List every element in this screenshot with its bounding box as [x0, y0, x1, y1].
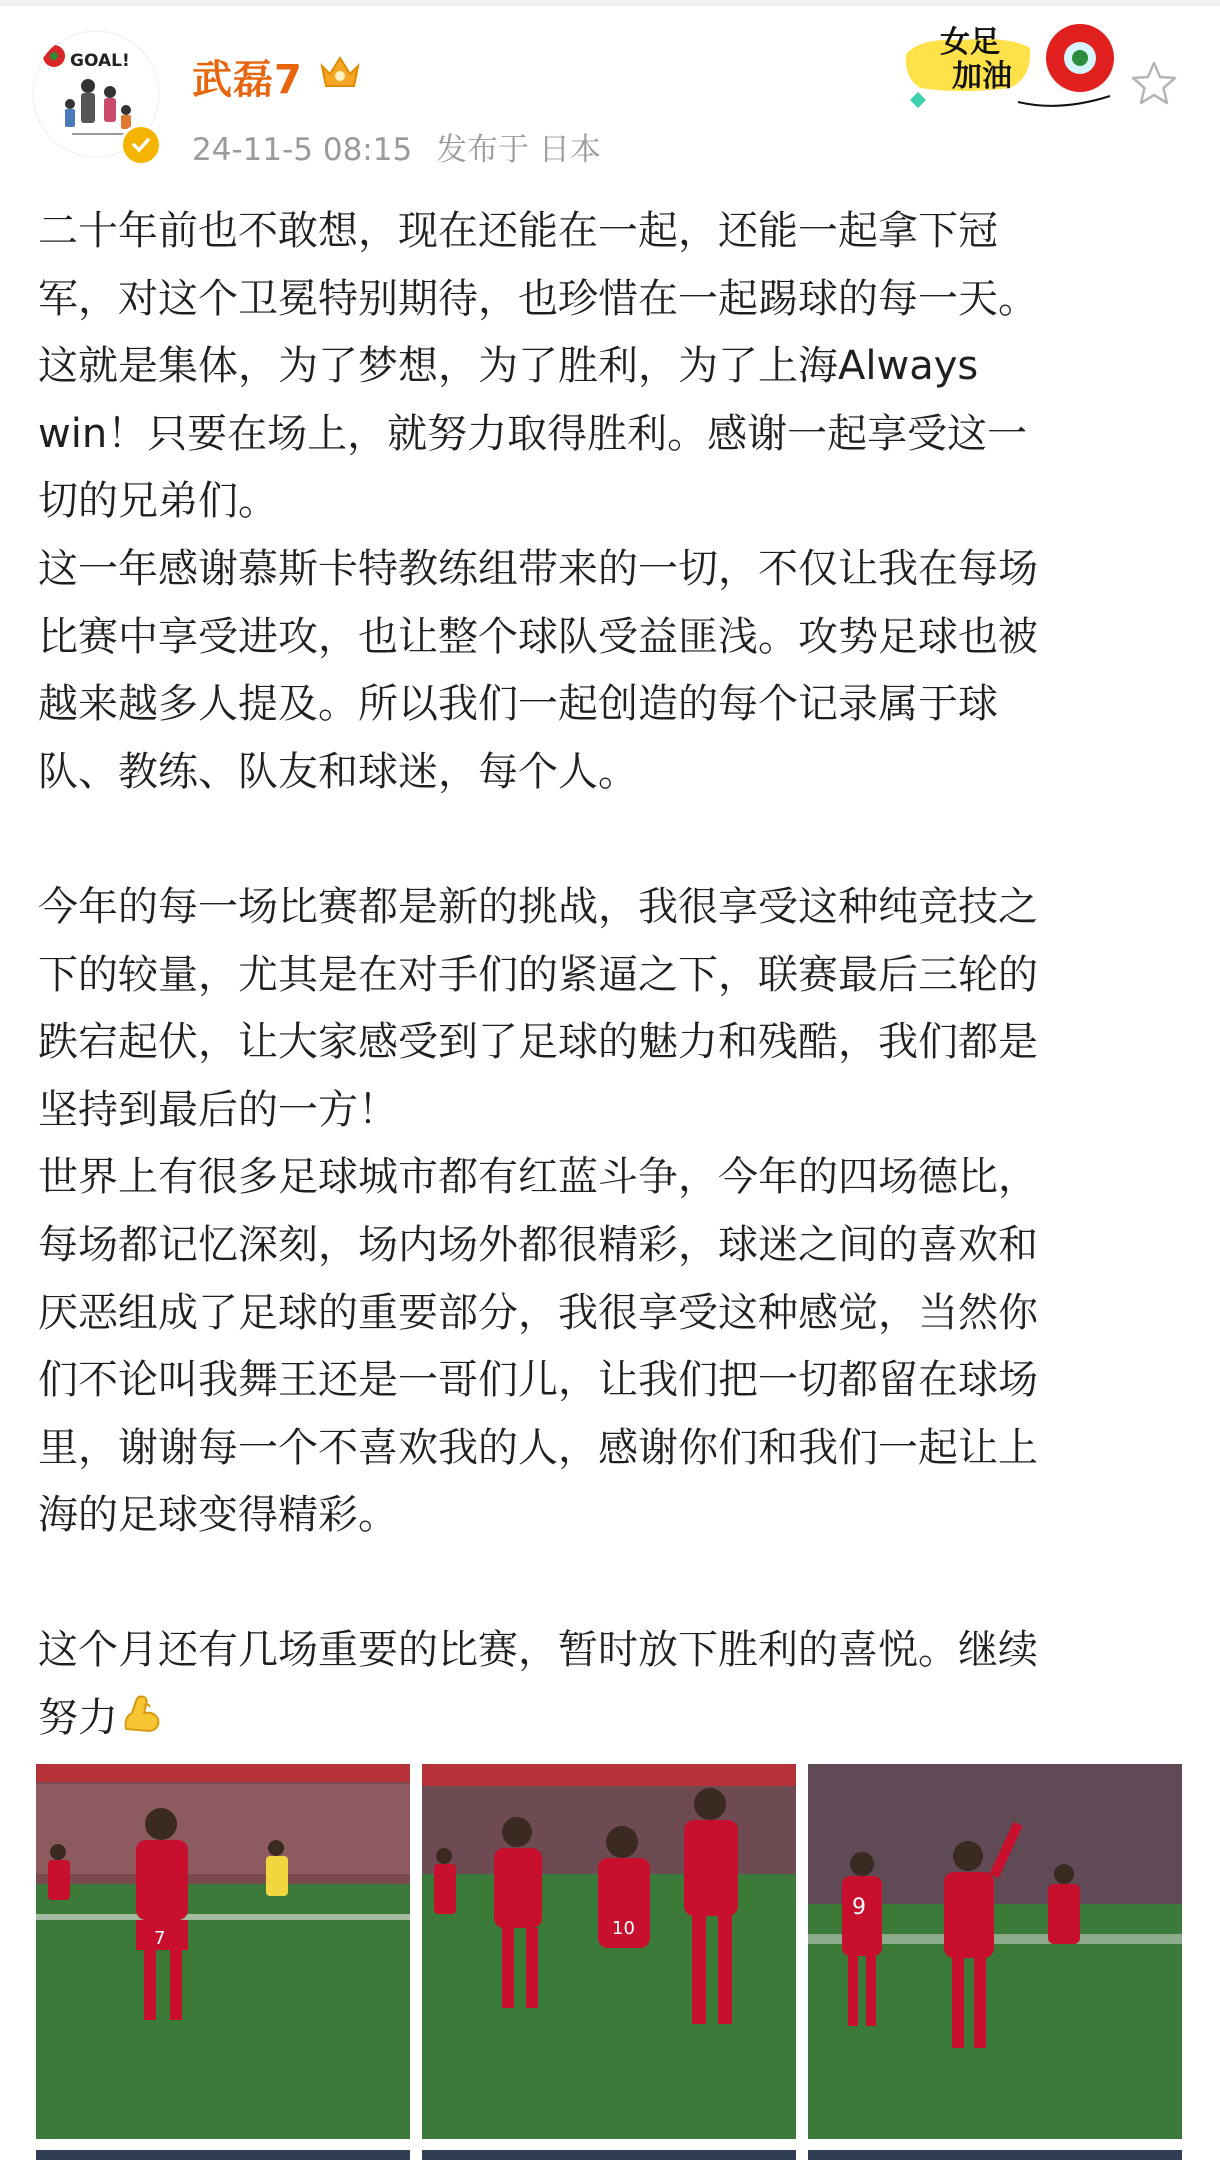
- photo-2[interactable]: [422, 1764, 796, 2139]
- badge-line-1: 女足: [940, 25, 1000, 60]
- line: 跌宕起伏，让大家感受到了足球的魅力和残酷，我们都是: [38, 1019, 1038, 1066]
- photo-grid-row-2: [36, 2150, 1182, 2160]
- line: 切的兄弟们。: [38, 478, 278, 525]
- jersey-number: 7: [154, 1928, 166, 1949]
- line: 厌恶组成了足球的重要部分，我很享受这种感觉，当然你: [38, 1289, 1038, 1336]
- svg-text:GOAL!: GOAL!: [70, 51, 130, 71]
- line: 军，对这个卫冕特别期待，也珍惜在一起踢球的每一天。: [38, 275, 1038, 322]
- decoration-badge[interactable]: [900, 18, 1150, 118]
- photo-3[interactable]: [808, 1764, 1182, 2139]
- line: 队、教练、队友和球迷，每个人。: [38, 748, 638, 795]
- line: 今年的每一场比赛都是新的挑战，我很享受这种纯竞技之: [38, 883, 1038, 930]
- line: 们不论叫我舞王还是一哥们儿，让我们把一切都留在球场: [38, 1357, 1038, 1404]
- line: win！只要在场上，就努力取得胜利。感谢一起享受这一: [38, 410, 1028, 457]
- photo-4[interactable]: [36, 2150, 410, 2160]
- line: 努力: [38, 1695, 118, 1742]
- post-timestamp: 24-11-5 08:15: [192, 132, 413, 168]
- line: 下的较量，尤其是在对手们的紧逼之下，联赛最后三轮的: [38, 951, 1038, 998]
- paragraph-gap: [38, 1550, 1188, 1618]
- line: 世界上有很多足球城市都有红蓝斗争，今年的四场德比，: [38, 1154, 1038, 1201]
- post-body: [38, 198, 1188, 1759]
- photo-grid: [36, 1764, 1182, 2144]
- crown-icon[interactable]: [318, 52, 362, 92]
- jersey-number: 9: [852, 1895, 866, 1920]
- line: 这个月还有几场重要的比赛，暂时放下胜利的喜悦。继续: [38, 1627, 1038, 1674]
- line: 这一年感谢慕斯卡特教练组带来的一切，不仅让我在每场: [38, 545, 1038, 592]
- line: 里，谢谢每一个不喜欢我的人，感谢你们和我们一起让上: [38, 1424, 1038, 1471]
- line: 这就是集体，为了梦想，为了胜利，为了上海Always: [38, 343, 979, 390]
- line: 坚持到最后的一方！: [38, 1086, 398, 1133]
- line: 每场都记忆深刻，场内场外都很精彩，球迷之间的喜欢和: [38, 1221, 1038, 1268]
- badge-line-2: 加油: [952, 59, 1012, 94]
- line: 越来越多人提及。所以我们一起创造的每个记录属于球: [38, 681, 998, 728]
- post-meta: [192, 124, 615, 169]
- verified-badge-icon: [120, 124, 162, 166]
- flexed-arm-emoji-icon: [118, 1691, 164, 1759]
- post-location: 发布于 日本: [436, 132, 601, 168]
- author-name[interactable]: 武磊7: [192, 57, 303, 103]
- jersey-number: 10: [612, 1918, 635, 1939]
- paragraph-gap: [38, 806, 1188, 874]
- post-header: [0, 0, 1220, 200]
- line: 比赛中享受进攻，也让整个球队受益匪浅。攻势足球也被: [38, 613, 1038, 660]
- star-icon[interactable]: [1128, 58, 1180, 110]
- photo-1[interactable]: [36, 1764, 410, 2139]
- photo-5[interactable]: [422, 2150, 796, 2160]
- line: 海的足球变得精彩。: [38, 1492, 398, 1539]
- photo-6[interactable]: [808, 2150, 1182, 2160]
- line-with-emoji: [38, 1685, 1188, 1759]
- line: 二十年前也不敢想，现在还能在一起，还能一起拿下冠: [38, 208, 998, 254]
